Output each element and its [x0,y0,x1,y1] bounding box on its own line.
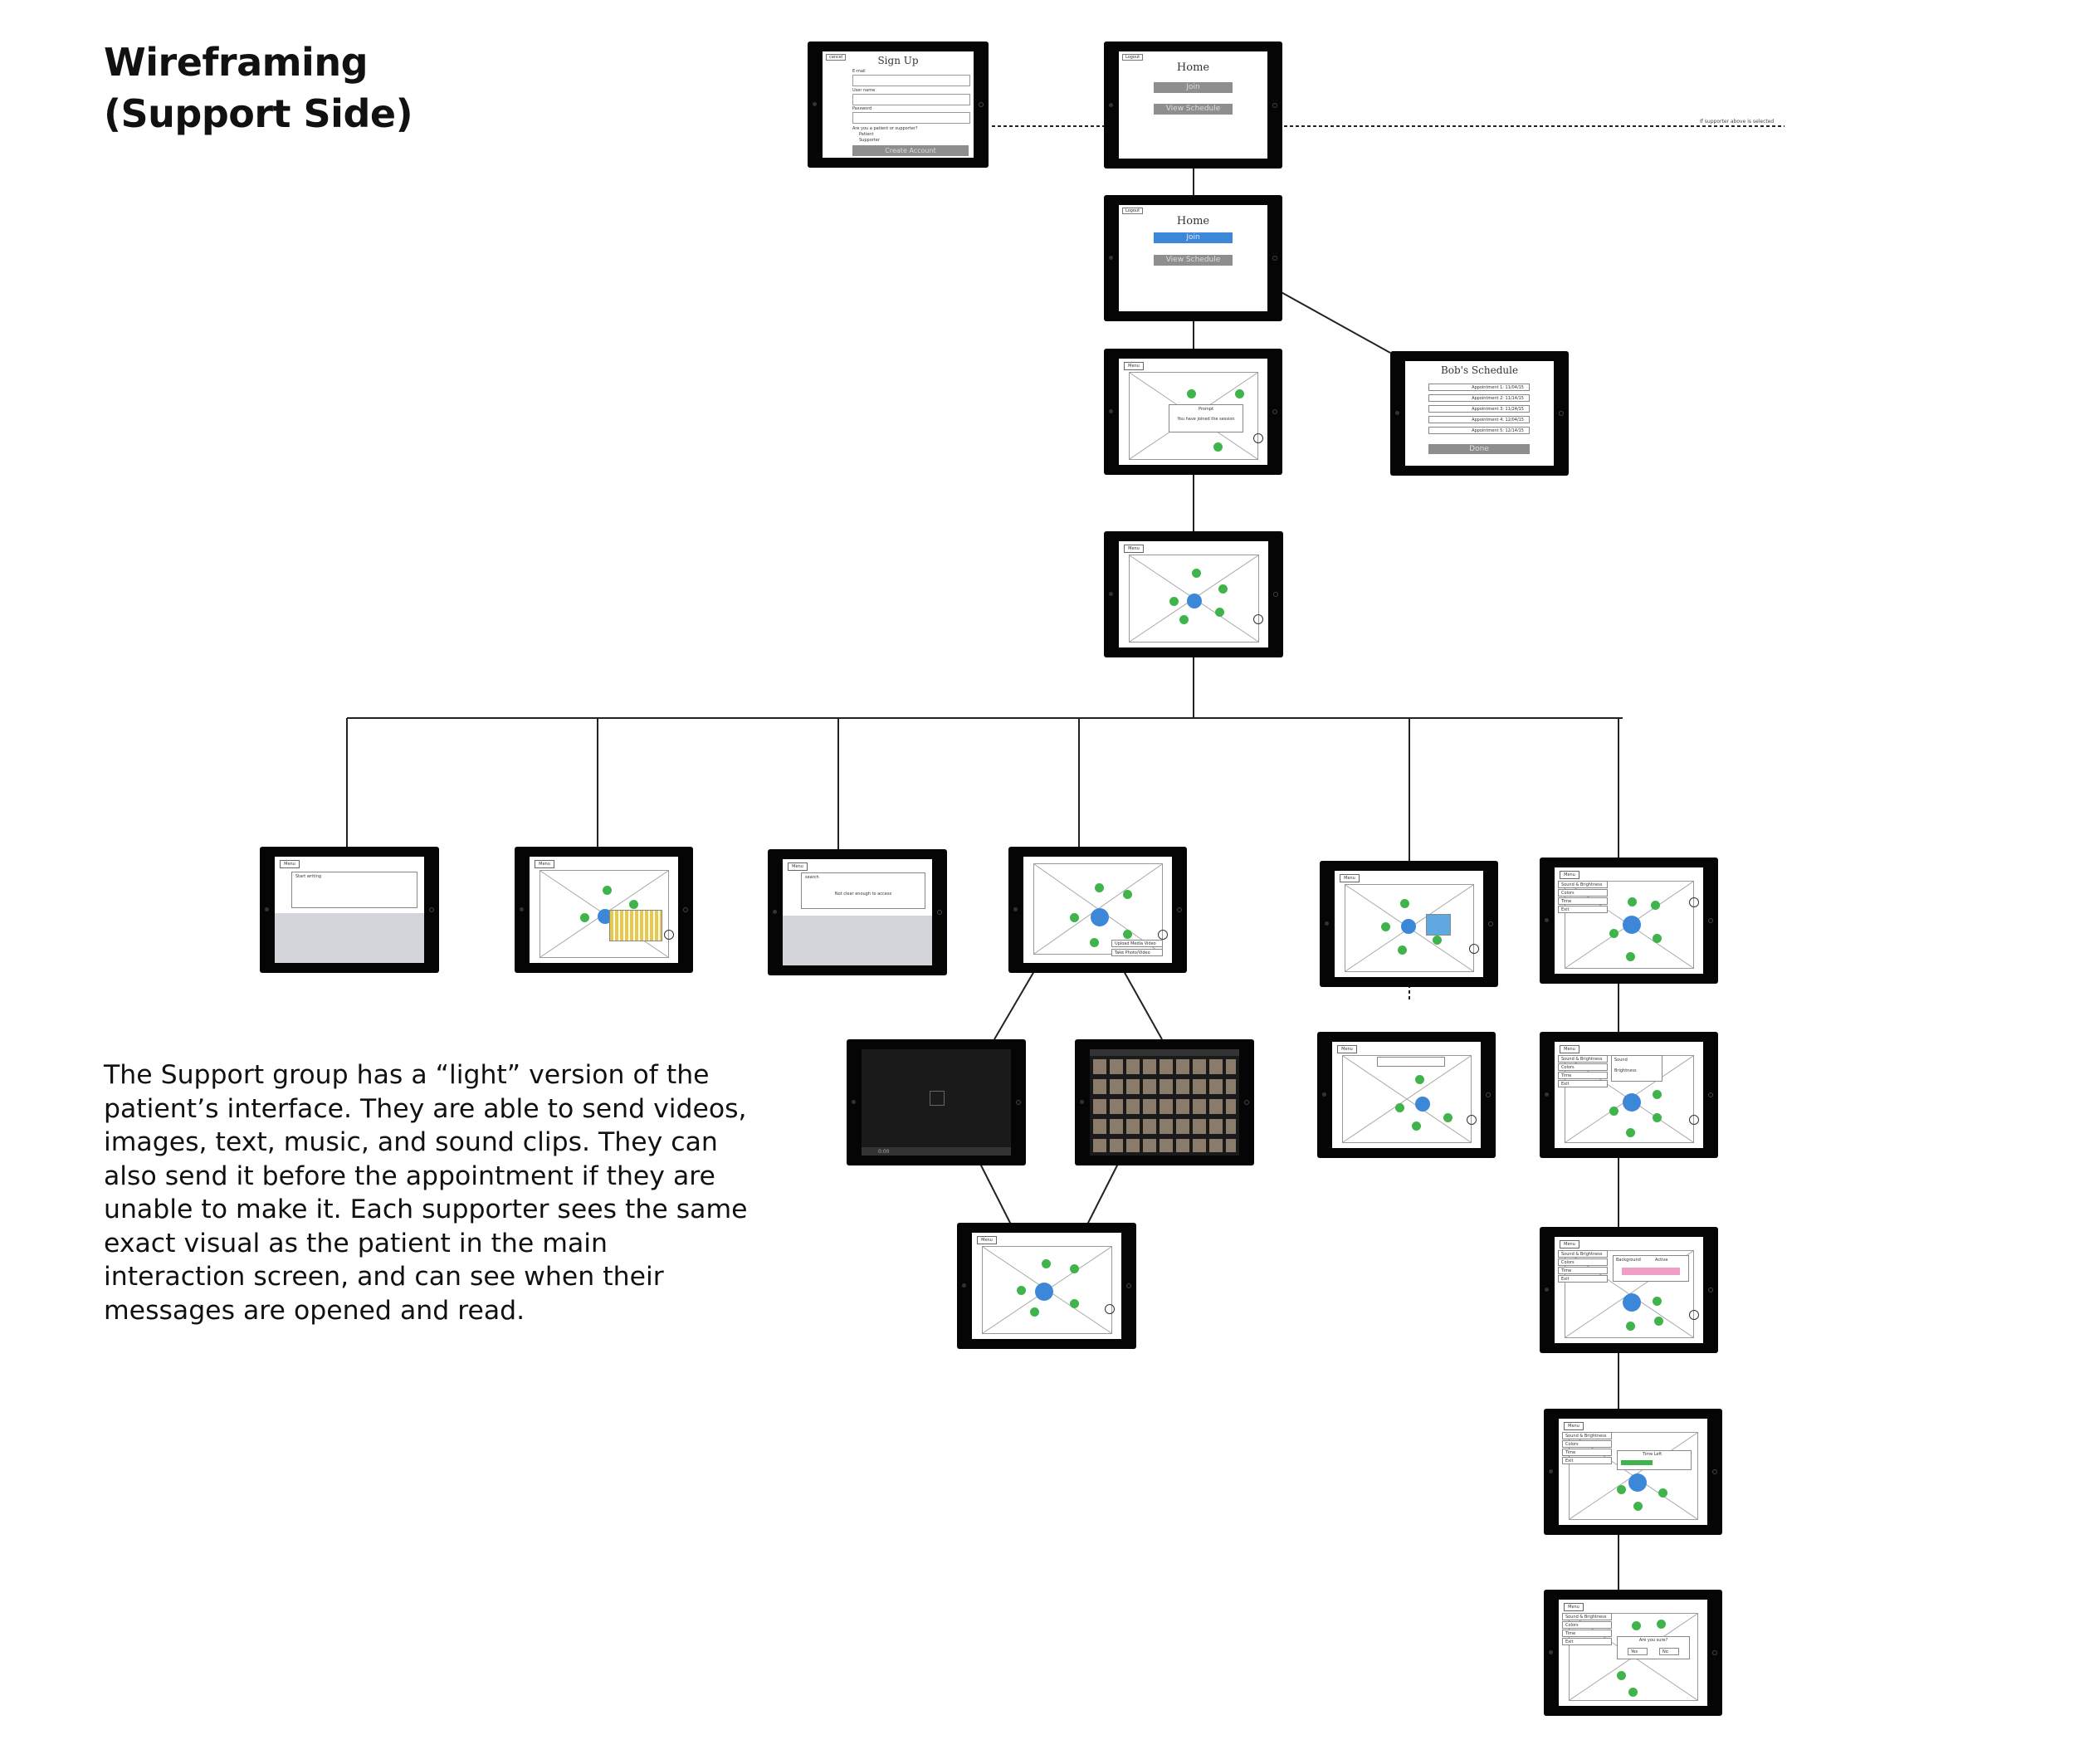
email-label: E-mail [852,69,866,74]
background-option[interactable]: Background [1616,1258,1641,1263]
camera-icon [773,910,777,914]
home-button-icon [1708,1288,1713,1292]
camera-icon [1109,256,1113,260]
home-button-icon [1244,1100,1249,1105]
participant-dot [1632,1621,1641,1630]
emoji-icon[interactable] [1689,897,1699,907]
participant-dot [1213,442,1223,452]
patient-dot[interactable] [1623,1293,1641,1312]
video-display [862,1049,1011,1156]
media-menu-screen [1008,847,1187,973]
menu-item-time[interactable]: Time [1558,1072,1608,1079]
menu-button[interactable]: Menu [1560,1240,1579,1248]
home-button-icon [1272,256,1277,261]
logout-button[interactable]: Logout [1122,54,1143,61]
home-button-icon [937,910,942,915]
participant-dot [1628,897,1637,906]
patient-dot[interactable] [1091,908,1109,926]
emoji-picker-screen [515,847,693,973]
participant-dot [1095,883,1104,892]
emoji-icon[interactable] [1469,944,1479,954]
emoji-icon[interactable] [664,930,674,940]
participant-dot [1653,1090,1662,1099]
menu-item-colors[interactable]: Colors [1562,1440,1612,1448]
connector-note: If supporter above is selected [1700,119,1775,125]
camera-icon [1109,592,1113,596]
home-button-icon [1273,592,1278,597]
menu-button[interactable]: Menu [1560,1045,1579,1053]
exit-question: Are you sure? [1638,1638,1668,1643]
page-title [104,37,413,139]
colors-panel[interactable] [1613,1255,1689,1282]
menu-item-time[interactable]: Time [1558,897,1608,905]
schedule-row[interactable]: Appointment 2: 11/14/15 [1428,394,1530,402]
role-question: Are you a patient or supporter? [852,126,918,131]
participant-dot [1653,1297,1662,1306]
time-display [1559,1419,1707,1525]
participant-dot [1609,1107,1618,1116]
schedule-row[interactable]: Appointment 3: 11/24/15 [1428,405,1530,413]
menu-item-sound[interactable]: Sound & Brightness [1562,1613,1612,1620]
menu-item-colors[interactable]: Colors [1558,1063,1608,1071]
participant-dot [1443,1113,1452,1122]
camera-icon [1549,1469,1553,1473]
menu-item-colors[interactable]: Colors [1562,1621,1612,1629]
email-field[interactable] [852,75,970,86]
schedule-row[interactable]: Appointment 4: 12/04/15 [1428,416,1530,423]
menu-button[interactable]: Menu [280,860,300,868]
menu-button[interactable]: Menu [535,860,554,868]
active-option[interactable]: Active [1655,1258,1668,1263]
participant-dot [1433,936,1442,945]
participant-dot [1235,389,1244,398]
media-sent-display [972,1233,1121,1339]
video-frame[interactable] [930,1091,945,1106]
emoji-icon[interactable] [1467,1115,1477,1125]
participant-dot [1381,922,1390,931]
menu-item-sound[interactable]: Sound & Brightness [1558,1250,1608,1258]
media-sent-screen [957,1223,1136,1349]
participant-dot [1653,1113,1662,1122]
cancel-button[interactable]: cancel [826,54,846,61]
image-adjust-screen [1317,1032,1496,1158]
patient-dot[interactable] [1415,1097,1430,1112]
join-button-active[interactable]: Join [1154,232,1233,243]
text-display [275,857,424,963]
participant-dot [1395,1103,1404,1112]
participant-dot [1658,1488,1667,1498]
menu-button[interactable]: Menu [1337,1045,1357,1053]
home-button-icon [429,907,434,912]
camera-icon [1545,1092,1549,1097]
exit-yes-button[interactable]: Yes [1628,1648,1648,1655]
menu-button[interactable]: Menu [1564,1422,1584,1430]
colors-display [1555,1237,1703,1343]
search-message: Not clear enough to access [834,892,892,897]
participant-dot [1626,952,1635,961]
home-join-selected-screen [1104,195,1282,321]
view-schedule-button[interactable]: View Schedule [1154,255,1233,266]
home-button-icon [683,907,688,912]
home-button-icon [1708,1092,1713,1097]
username-field[interactable] [852,94,970,105]
sound-brightness-screen [1540,1032,1718,1158]
emoji-icon[interactable] [1689,1115,1699,1125]
image-thumbnail-icon[interactable] [1426,914,1451,936]
camera-icon [1109,103,1113,107]
participant-dot [1179,615,1189,624]
emoji-icon[interactable] [1253,614,1263,624]
take-photo-option[interactable]: Take Photo/Video [1111,949,1163,956]
camera-icon [962,1283,966,1288]
sound-panel[interactable] [1611,1055,1662,1082]
title-line-2: (Support Side) [104,91,413,136]
schedule-display [1405,361,1554,466]
menu-item-time[interactable]: Time [1562,1449,1612,1456]
home-heading: Home [1176,215,1210,227]
menu-item-exit[interactable]: Exit [1562,1638,1612,1645]
emoji-icon[interactable] [1105,1304,1115,1314]
participant-dot [580,913,589,922]
supporter-radio[interactable]: Supporter [859,138,880,143]
upload-media-option[interactable]: Upload Media Video [1111,940,1163,947]
emoji-icon[interactable] [1253,433,1263,443]
menu-item-exit[interactable]: Exit [1558,1275,1608,1283]
video-player-screen [847,1039,1026,1165]
camera-icon [1325,921,1329,926]
exit-display [1559,1600,1707,1706]
camera-icon [265,907,269,911]
menu-button[interactable]: Menu [1564,1603,1584,1611]
schedule-row[interactable]: Appointment 5: 12/14/15 [1428,427,1530,434]
camera-icon [1395,411,1399,415]
camera-icon [1545,1288,1549,1292]
participant-dot [1617,1671,1626,1680]
signup-screen [808,42,989,168]
participant-dot [1070,1264,1079,1273]
participant-dot [629,900,638,909]
exit-confirm-screen [1544,1590,1722,1716]
participant-dot [1030,1307,1039,1317]
participant-dot [1169,597,1179,606]
schedule-screen [1390,351,1569,476]
participant-dot [1218,584,1228,594]
video-time: 0:00 [878,1149,890,1155]
join-button[interactable]: Join [1154,82,1233,93]
camera-icon [1549,1650,1553,1654]
home-button-icon [1272,103,1277,108]
search-box[interactable] [801,872,925,909]
search-label: search [805,875,819,880]
slider-control[interactable] [1377,1057,1445,1067]
logout-button[interactable]: Logout [1122,208,1143,214]
participant-dot [1412,1121,1421,1131]
keyboard[interactable] [275,913,424,963]
home-button-icon [1708,918,1713,923]
color-swatch[interactable] [1622,1268,1680,1275]
exit-dialog [1617,1636,1690,1659]
camera-icon [852,1100,856,1104]
menu-item-colors[interactable]: Colors [1558,1258,1608,1266]
signup-heading: Sign Up [877,55,919,66]
participant-dot [1633,1502,1643,1511]
image-adjust-display [1332,1042,1481,1148]
patient-dot[interactable] [1035,1283,1053,1301]
participant-dot [1187,389,1196,398]
home-button-icon [1712,1650,1717,1655]
home-button-icon [1712,1469,1717,1474]
patient-dot[interactable] [1187,594,1202,608]
schedule-heading: Bob's Schedule [1440,364,1519,376]
camera-icon [1545,918,1549,922]
menu-item-exit[interactable]: Exit [1558,1080,1608,1087]
menu-item-colors[interactable]: Colors [1558,889,1608,897]
patient-dot[interactable] [1623,916,1641,934]
patient-dot[interactable] [1623,1093,1641,1112]
search-screen [768,849,947,975]
create-account-button[interactable]: Create Account [852,145,969,156]
joined-display [1119,359,1267,465]
brightness-label: Brightness [1614,1068,1637,1073]
sound-label: Sound [1614,1058,1628,1063]
menu-button[interactable]: Menu [1560,871,1579,879]
participant-dot [1017,1286,1026,1295]
participant-dot [1123,890,1132,899]
participant-dot [1651,901,1660,910]
joined-session-screen [1104,349,1282,475]
participant-dot [1609,929,1618,938]
home-button-icon [1126,1283,1131,1288]
home-button-icon [1559,411,1564,416]
menu-item-time[interactable]: Time [1558,1267,1608,1274]
main-display [1119,541,1268,647]
sound-display [1555,1042,1703,1148]
menu-button[interactable]: Menu [788,862,808,871]
patient-radio[interactable]: Patient [859,132,874,137]
participant-dot [1415,1075,1424,1084]
emoji-icon[interactable] [1689,1310,1699,1320]
patient-dot[interactable] [1401,919,1416,934]
participant-dot [1070,1299,1079,1308]
gallery-display [1090,1049,1239,1156]
keyboard[interactable] [783,916,932,965]
schedule-row[interactable]: Appointment 1: 11/04/15 [1428,384,1530,391]
participant-dot [1192,569,1201,578]
gallery-grid[interactable] [1093,1059,1236,1152]
done-button[interactable]: Done [1428,444,1530,454]
view-schedule-button[interactable]: View Schedule [1154,104,1233,115]
participant-dot [1626,1128,1635,1137]
menu-item-time[interactable]: Time [1562,1630,1612,1637]
search-display [783,859,932,965]
home-screen [1104,42,1282,169]
emoji-display [530,857,678,963]
home-button-icon [1016,1100,1021,1105]
menu-item-sound[interactable]: Sound & Brightness [1558,1055,1608,1063]
menu-item-sound[interactable]: Sound & Brightness [1562,1432,1612,1439]
description-text: The Support group has a “light” version of the patient’s interface. They are able to send videos, images, text, music, and sound clips. They can also send it before the appointment if they are unable to make it. Each supporter sees the same exact visual as the patient in the main interaction screen, and can see when their messages are opened and read. [104,1060,748,1326]
home-active-display [1119,205,1267,311]
participant-dot [1215,608,1224,617]
participant-dot [1657,1620,1666,1629]
main-canvas [1342,1055,1472,1143]
title-line-1: Wireframing [104,40,369,85]
username-label: User name [852,88,876,93]
emoji-picker-panel[interactable] [609,910,662,941]
time-left-label: Time Left [1643,1452,1662,1457]
participant-dot [1626,1322,1635,1331]
home-display [1119,51,1267,159]
participant-dot [1400,899,1409,908]
participant-dot [1090,938,1099,947]
camera-icon [1080,1100,1084,1104]
participant-dot [1653,934,1662,943]
camera-icon [1322,1092,1326,1097]
camera-icon [813,102,817,106]
time-screen [1544,1409,1722,1535]
time-panel [1617,1450,1692,1470]
colors-screen [1540,1227,1718,1353]
signup-display [823,51,974,158]
participant-dot [1654,1317,1663,1326]
home-button-icon [979,102,984,107]
gallery-toolbar [1090,1049,1239,1056]
password-field[interactable] [852,112,970,124]
participant-dot [603,886,612,895]
main-interaction-screen [1104,531,1283,657]
settings-display [1555,867,1703,974]
menu-item-exit[interactable]: Exit [1558,906,1608,913]
participant-dot [1070,913,1079,922]
participant-dot [1123,930,1132,939]
participant-dot [1398,946,1407,955]
camera-icon [1109,409,1113,413]
password-label: Password [852,106,872,111]
prompt-message: You have joined the session [1177,417,1235,422]
participant-dot [1042,1259,1051,1268]
patient-dot[interactable] [1628,1473,1647,1492]
home-button-icon [1486,1092,1491,1097]
participant-dot [1628,1688,1638,1697]
home-heading: Home [1176,61,1210,74]
exit-no-button[interactable]: No [1659,1648,1679,1655]
text-input-box[interactable] [291,872,417,908]
text-placeholder: Start writing [295,874,322,879]
emoji-icon[interactable] [1158,930,1168,940]
menu-button[interactable]: Menu [1340,874,1360,882]
home-button-icon [1488,921,1493,926]
camera-icon [520,907,524,911]
camera-icon [1013,907,1018,911]
joined-prompt-dialog [1169,404,1243,432]
settings-menu-screen [1540,858,1718,984]
participant-dot [1617,1485,1626,1494]
text-message-screen [260,847,439,973]
prompt-title: Prompt [1199,407,1213,412]
image-share-display [1335,871,1483,977]
home-button-icon [1272,409,1277,414]
media-menu-display [1023,857,1172,963]
home-button-icon [1177,907,1182,912]
menu-button[interactable]: Menu [977,1236,997,1244]
menu-button[interactable]: Menu [1124,362,1144,370]
image-share-screen [1320,861,1498,987]
photo-gallery-screen [1075,1039,1254,1165]
menu-item-exit[interactable]: Exit [1562,1457,1612,1464]
menu-button[interactable]: Menu [1124,545,1144,553]
menu-item-sound[interactable]: Sound & Brightness [1558,881,1608,888]
time-progress-bar [1621,1460,1653,1465]
